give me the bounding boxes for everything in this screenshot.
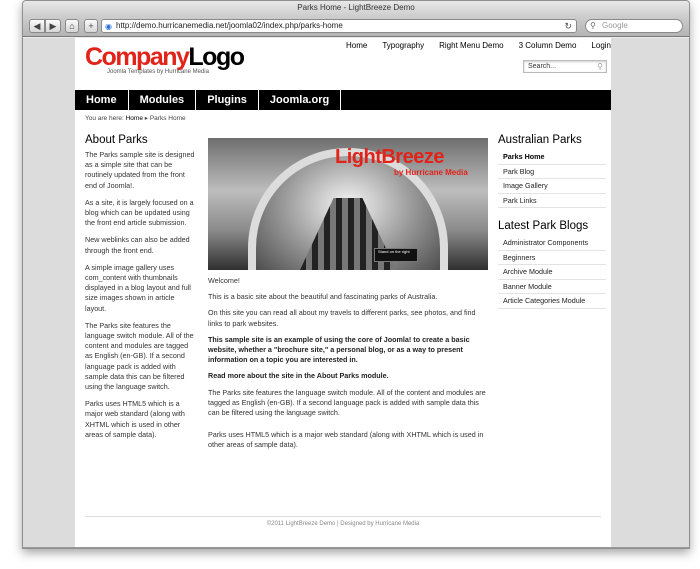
menu-item-image-gallery[interactable]: Image Gallery: [498, 179, 606, 194]
browser-window: [22, 0, 690, 549]
blog-item-banner-module[interactable]: Banner Module: [498, 280, 606, 295]
breadcrumb: [85, 114, 186, 122]
about-paragraph: As a site, it is largely focused on a blog which can be updated using the front end article submission.: [85, 197, 194, 228]
article-paragraph: The Parks site features the language switch module. All of the content and modules are tagged as English (en-GB). If a second language pack is added with sample data this can be filtered using the language switch.: [208, 387, 486, 418]
site-search-value: Search...: [528, 63, 557, 70]
logo-wordmark: [85, 43, 244, 71]
article-paragraph-bold: Read more about the site in the About Parks module.: [208, 371, 389, 381]
about-paragraph: New weblinks can also be added through the front end.: [85, 235, 190, 255]
add-bookmark-button[interactable]: [84, 19, 98, 33]
page-footer: ©2011 LightBreeze Demo | Designed by Hurricane Media: [85, 516, 601, 527]
topnav-typography[interactable]: Typography: [382, 41, 425, 50]
about-paragraph: Parks uses HTML5 which is a major web standard (along with XHTML which is used in other areas of sample data).: [85, 399, 185, 439]
about-paragraph: A simple image gallery uses com_content with thumbnails displayed in a blog layout and full size images shown in article layout.: [85, 262, 191, 313]
reload-icon[interactable]: ↻: [564, 21, 572, 31]
address-text: http://demo.hurricanemedia.net/joomla02/index.php/parks-home: [116, 21, 343, 30]
article-paragraph-bold: This sample site is an example of using the core of Joomla! to create a basic website, whether a "brochure site," a personal blog, or as a way to present information on a topic you are interested in.: [208, 334, 470, 365]
topnav-home[interactable]: Home: [345, 41, 368, 50]
mainnav-home[interactable]: Home: [75, 90, 129, 110]
menu-item-park-links[interactable]: Park Links: [498, 194, 606, 209]
browser-search-placeholder: Google: [602, 21, 628, 30]
house-icon: ⌂: [69, 21, 75, 31]
australian-parks-menu: [498, 150, 606, 208]
top-navigation: [331, 41, 611, 50]
magnifier-icon[interactable]: ⚲: [597, 62, 603, 71]
back-arrow-icon: ◀: [33, 21, 41, 31]
company-logo[interactable]: [85, 43, 244, 75]
about-paragraph: The Parks site features the language switch module. All of the content and modules are tagged as English (en-GB). If a second language pack is added with sample data this can be filtered using the language switch.: [85, 320, 194, 392]
topnav-3-column-demo[interactable]: 3 Column Demo: [518, 41, 577, 50]
article-paragraph: On this site you can read all about my travels to different parks, see photos, and find links to park websites.: [208, 308, 476, 328]
blog-item-archive-module[interactable]: Archive Module: [498, 265, 606, 280]
mainnav-plugins[interactable]: Plugins: [196, 90, 259, 110]
latest-park-blogs-menu: [498, 236, 606, 309]
menu-item-park-blog[interactable]: Park Blog: [498, 165, 606, 180]
browser-toolbar: [23, 15, 689, 37]
page-viewport: [23, 38, 689, 549]
banner-title: LightBreeze: [335, 146, 444, 168]
right-sidebar: [498, 134, 606, 309]
banner-subtitle: by Hurricane Media: [394, 168, 468, 177]
main-article: [208, 138, 488, 451]
back-button[interactable]: [29, 19, 45, 33]
latest-park-blogs-title: Latest Park Blogs: [498, 220, 589, 232]
about-parks-module: [85, 134, 197, 447]
breadcrumb-current: Parks Home: [149, 115, 186, 122]
blog-item-beginners[interactable]: Beginners: [498, 251, 606, 266]
address-bar[interactable]: [101, 19, 577, 33]
article-paragraph: Parks uses HTML5 which is a major web standard (along with XHTML which is used in other areas of sample data).: [208, 430, 484, 450]
banner-image: [208, 138, 488, 270]
plus-icon: +: [88, 21, 94, 31]
breadcrumb-home-link[interactable]: Home: [125, 115, 143, 122]
forward-arrow-icon: ▶: [49, 21, 57, 31]
site-search-input[interactable]: [523, 60, 607, 73]
blog-item-article-categories-module[interactable]: Article Categories Module: [498, 294, 606, 309]
window-title: Parks Home - LightBreeze Demo: [23, 1, 689, 15]
about-parks-title: About Parks: [85, 134, 148, 146]
banner-sign: Stand on the right: [374, 248, 418, 262]
mainnav-joomla-org[interactable]: Joomla.org: [259, 90, 341, 110]
about-paragraph: The Parks sample site is designed as a simple site that can be routinely updated from the front end of Joomla!.: [85, 150, 195, 190]
logo-tagline: Joomla Templates by Hurricane Media: [107, 69, 209, 75]
home-button[interactable]: [65, 19, 79, 33]
mainnav-modules[interactable]: Modules: [129, 90, 197, 110]
australian-parks-title: Australian Parks: [498, 134, 582, 146]
topnav-right-menu-demo[interactable]: Right Menu Demo: [439, 41, 504, 50]
blog-item-administrator-components[interactable]: Administrator Components: [498, 236, 606, 251]
logo-logo-text: Logo: [188, 43, 244, 71]
browser-search-input[interactable]: [585, 19, 683, 33]
forward-button[interactable]: [45, 19, 61, 33]
main-navigation: [75, 90, 611, 110]
article-paragraph: This is a basic site about the beautiful and fascinating parks of Australia.: [208, 292, 438, 302]
window-bottom-edge: [23, 547, 689, 548]
breadcrumb-separator: ▸: [144, 115, 149, 122]
breadcrumb-prefix: You are here:: [85, 115, 124, 122]
page-content: [75, 38, 611, 549]
search-icon: ⚲: [590, 21, 596, 30]
topnav-login[interactable]: Login: [591, 41, 611, 50]
article-paragraph: Welcome!: [208, 276, 240, 285]
logo-company-text: Company: [85, 43, 189, 71]
globe-icon: ◉: [105, 22, 112, 31]
menu-item-parks-home[interactable]: Parks Home: [498, 150, 606, 165]
